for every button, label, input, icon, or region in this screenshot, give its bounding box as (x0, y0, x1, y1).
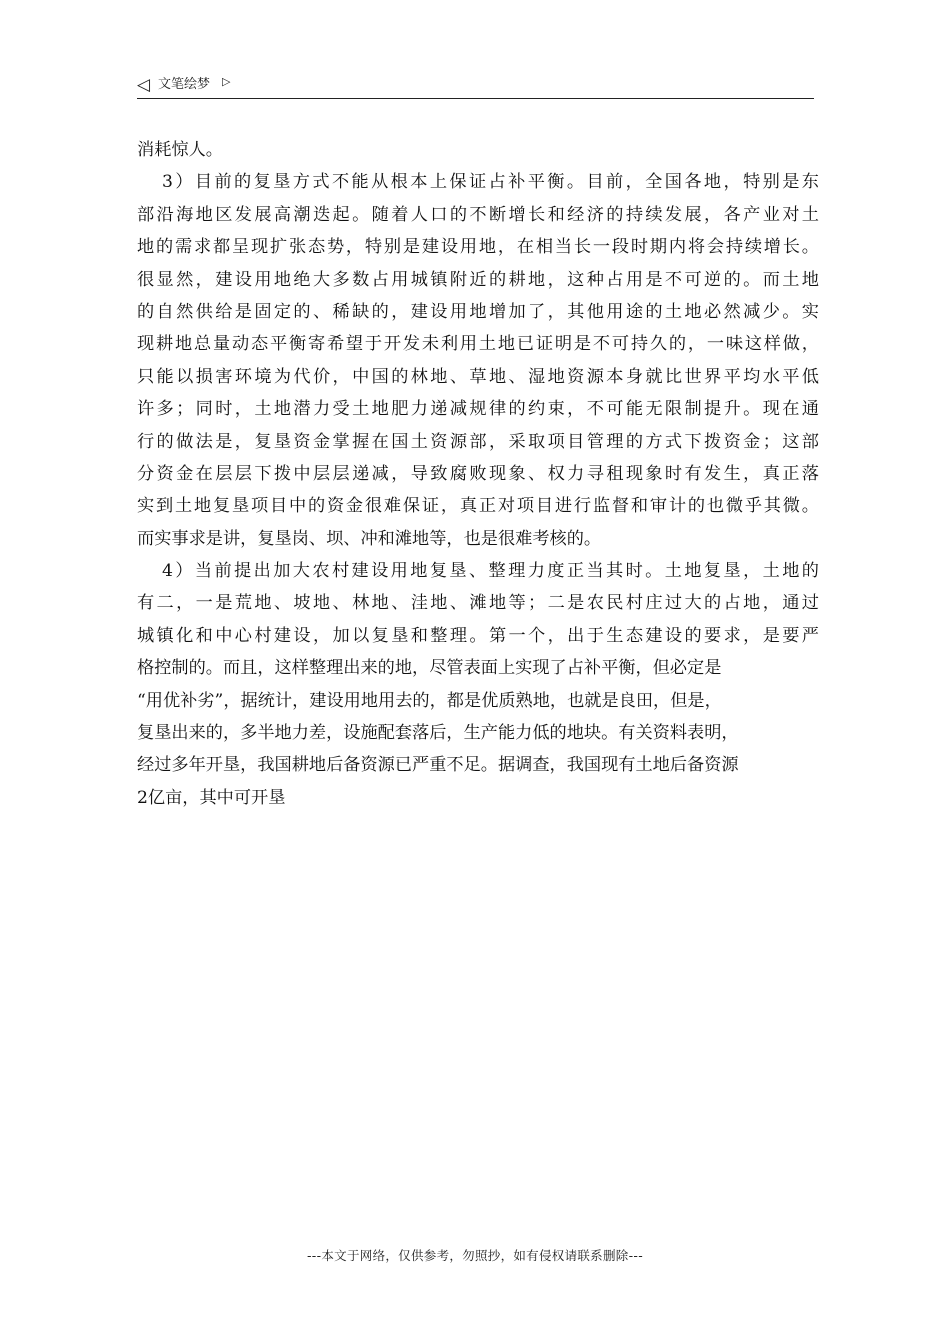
paragraph-line: 现耕地总量动态平衡寄希望于开发未利用土地已证明是不可持久的，一味这样做， (137, 334, 819, 355)
paragraph-line: “用优补劣”，据统计，建设用地用去的，都是优质熟地，也就是良田，但是， (137, 690, 722, 711)
paragraph-line: 城镇化和中心村建设，加以复垦和整理。第一个，出于生态建设的要求，是要严 (137, 625, 819, 646)
paragraph-line: 而实事求是讲，复垦岗、坝、冲和滩地等，也是很难考核的。 (137, 528, 602, 549)
left-triangle-icon: ◁ (137, 75, 151, 95)
paragraph-line: 分资金在层层下拨中层层递减，导致腐败现象、权力寻租现象时有发生，真正落 (137, 463, 819, 484)
header-title: 文笔绘梦 (158, 77, 211, 92)
paragraph-line: 有二，一是荒地、坡地、林地、洼地、滩地等；二是农民村庄过大的占地，通过 (137, 593, 819, 614)
paragraph-line: 2亿亩，其中可开垦 (137, 787, 286, 808)
paragraph-line: 4）当前提出加大农村建设用地复垦、整理力度正当其时。土地复垦，土地的 (162, 561, 819, 582)
page-header (137, 74, 814, 99)
paragraph-line: 地的需求都呈现扩张态势，特别是建设用地，在相当长一段时期内将会持续增长。 (137, 237, 819, 258)
paragraph-line: 部沿海地区发展高潮迭起。随着人口的不断增长和经济的持续发展，各产业对土 (137, 204, 819, 225)
paragraph-line: 格控制的。而且，这样整理出来的地，尽管表面上实现了占补平衡，但必定是 (137, 658, 722, 679)
right-triangle-icon: ▷ (222, 75, 231, 88)
paragraph-line: 行的做法是，复垦资金掌握在国土资源部，采取项目管理的方式下拨资金；这部 (137, 431, 819, 452)
paragraph-line: 的自然供给是固定的、稀缺的，建设用地增加了，其他用途的土地必然减少。实 (137, 301, 819, 322)
paragraph-line: 只能以损害环境为代价，中国的林地、草地、湿地资源本身就比世界平均水平低 (137, 366, 819, 387)
paragraph-line: 复垦出来的，多半地力差，设施配套落后，生产能力低的地块。有关资料表明， (137, 723, 739, 744)
body-text (137, 134, 819, 814)
paragraph-line: 经过多年开垦，我国耕地后备资源已严重不足。据调查，我国现有土地后备资源 (137, 755, 739, 776)
page-footer: ---本文于网络，仅供参考，勿照抄，如有侵权请联系删除--- (306, 1248, 644, 1263)
paragraph-line: 3）目前的复垦方式不能从根本上保证占补平衡。目前，全国各地，特别是东 (162, 172, 819, 193)
paragraph-line: 实到土地复垦项目中的资金很难保证，真正对项目进行监督和审计的也微乎其微。 (137, 496, 819, 517)
paragraph-line: 许多；同时，土地潜力受土地肥力递减规律的约束，不可能无限制提升。现在通 (137, 399, 819, 420)
paragraph-line: 消耗惊人。 (137, 140, 223, 160)
paragraph-line: 很显然，建设用地绝大多数占用城镇附近的耕地，这种占用是不可逆的。而土地 (137, 269, 819, 290)
